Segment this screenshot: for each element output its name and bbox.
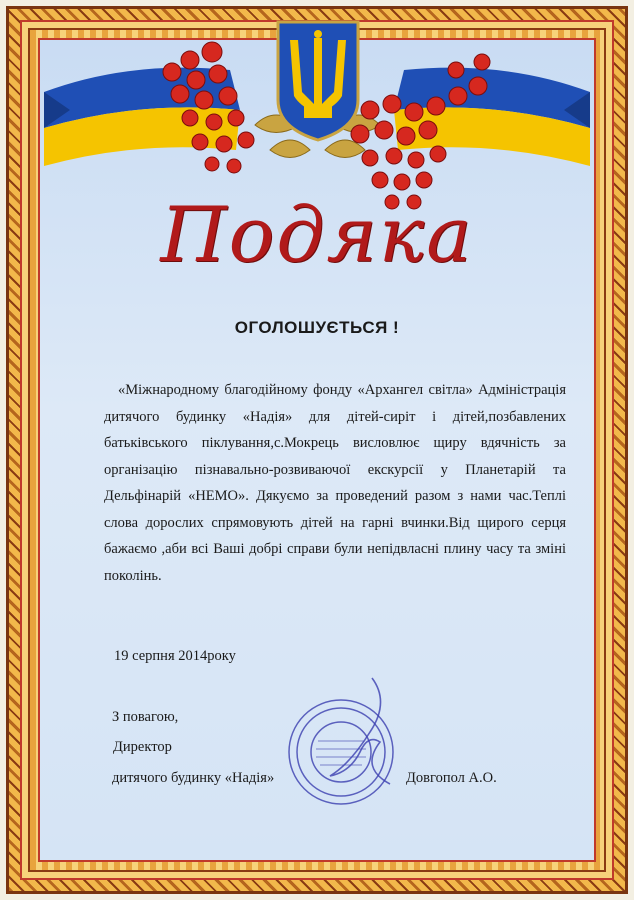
document-date: 19 серпня 2014року xyxy=(114,648,236,664)
closing-respect: З повагою, xyxy=(112,709,179,725)
signatory-name: Довгопол А.О. xyxy=(406,770,497,786)
gratitude-text: «Міжнародному благодійному фонду «Архангел світла» Адміністрація дитячого будинку «Надія» для дітей-сиріт і дітей,позбавлених батьківського піклування,с.Мокрець висловлює щиру вдячність за організацію пізнавально-розвиваючої екскурсії у Планетарій та Дельфінарій «НЕМО». Дякуємо за проведений разом з нами час.Теплі слова дорослих спрямовують дітей на гарні вчинки.Від щирого серця бажаємо ,аби всі Ваші добрі справи були непідвласні плину часу та зміні поколінь. xyxy=(104,382,566,584)
signatory-organization: дитячого будинку «Надія» xyxy=(112,770,275,786)
trident-coat-of-arms-icon xyxy=(278,22,358,140)
announcement-heading: ОГОЛОШУЄТЬСЯ ! xyxy=(234,318,400,337)
ribbon-flag-right-icon xyxy=(394,68,590,166)
signatory-position: Директор xyxy=(113,739,172,755)
certificate-title: Подяка xyxy=(160,190,474,279)
handwritten-signature-icon xyxy=(320,672,400,792)
